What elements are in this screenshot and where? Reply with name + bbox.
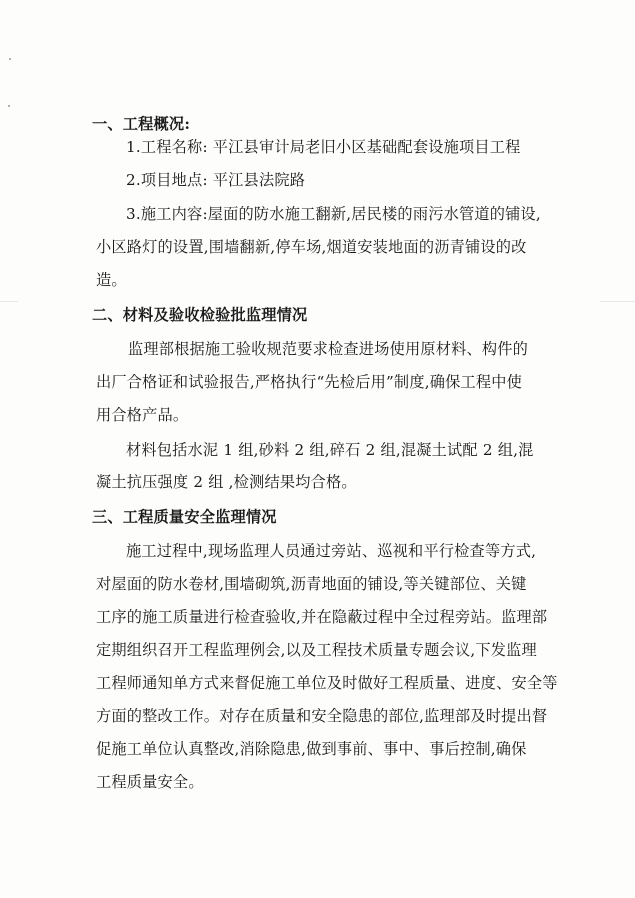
materials-paragraph-line: 用合格产品。 bbox=[96, 406, 189, 424]
quality-paragraph-line: 工序的施工质量进行检查验收,并在隐蔽过程中全过程旁站。监理部 bbox=[96, 608, 548, 626]
quality-paragraph-line: 对屋面的防水卷材,围墙砌筑,沥青地面的铺设,等关键部位、关键 bbox=[96, 575, 527, 593]
quality-paragraph-line: 促施工单位认真整改,消除隐患,做到事前、事中、事后控制,确保 bbox=[96, 740, 527, 758]
materials-paragraph-line: 监理部根据施工验收规范要求检查进场使用原材料、构件的 bbox=[128, 340, 529, 358]
project-location-line: 2.项目地点: 平江县法院路 bbox=[126, 171, 306, 189]
scan-speck bbox=[8, 105, 10, 107]
project-name-line: 1.工程名称: 平江县审计局老旧小区基础配套设施项目工程 bbox=[126, 138, 521, 156]
materials-paragraph-line: 出厂合格证和试验报告,严格执行“先检后用”制度,确保工程中使 bbox=[96, 373, 523, 391]
scan-fold-line bbox=[600, 301, 635, 302]
construction-content-line: 3.施工内容:屋面的防水施工翻新,居民楼的雨污水管道的铺设, bbox=[126, 205, 541, 223]
quality-paragraph-line: 工程质量安全。 bbox=[96, 773, 204, 791]
quality-paragraph-line: 定期组织召开工程监理例会,以及工程技术质量专题会议,下发监理 bbox=[96, 641, 537, 659]
section-heading-quality-safety: 三、工程质量安全监理情况 bbox=[92, 508, 277, 526]
scan-fold-line bbox=[0, 301, 18, 302]
materials-list-line: 材料包括水泥 1 组,砂料 2 组,碎石 2 组,混凝土试配 2 组,混 bbox=[126, 441, 534, 459]
section-heading-overview: 一、工程概况: bbox=[92, 115, 191, 133]
materials-list-line: 凝土抗压强度 2 组 ,检测结果均合格。 bbox=[96, 473, 357, 491]
scan-speck bbox=[9, 58, 11, 60]
construction-content-line: 造。 bbox=[96, 271, 127, 289]
quality-paragraph-line: 施工过程中,现场监理人员通过旁站、巡视和平行检查等方式, bbox=[126, 542, 537, 560]
quality-paragraph-line: 方面的整改工作。对存在质量和安全隐患的部位,监理部及时提出督 bbox=[96, 707, 548, 725]
construction-content-line: 小区路灯的设置,围墙翻新,停车场,烟道安装地面的沥青铺设的改 bbox=[96, 238, 527, 256]
section-heading-materials: 二、材料及验收检验批监理情况 bbox=[92, 306, 308, 324]
quality-paragraph-line: 工程师通知单方式来督促施工单位及时做好工程质量、进度、安全等 bbox=[96, 674, 558, 692]
